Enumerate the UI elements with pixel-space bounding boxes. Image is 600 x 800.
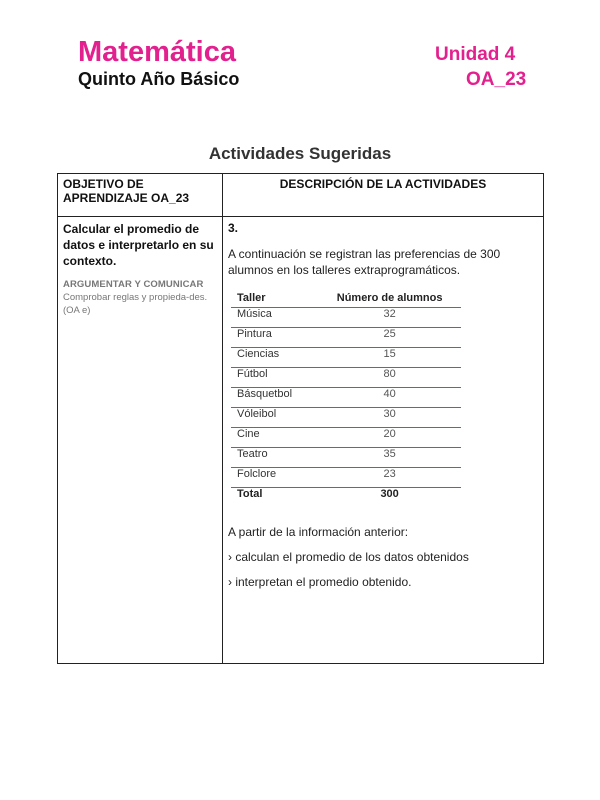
workshop-count: 80 <box>312 368 461 388</box>
skill-text: Comprobar reglas y propieda-des. (OA e) <box>63 292 208 316</box>
workshop-count: 25 <box>312 328 461 348</box>
workshop-name: Teatro <box>231 448 312 468</box>
workshop-count: 23 <box>312 468 461 488</box>
description-column-header: DESCRIPCIÓN DE LA ACTIVIDADES <box>223 174 544 217</box>
workshop-total-row <box>231 488 461 508</box>
skill-title: ARGUMENTAR Y COMUNICAR <box>63 279 204 290</box>
workshop-count: 32 <box>312 308 461 328</box>
workshop-name: Básquetbol <box>231 388 312 408</box>
workshop-count: 20 <box>312 428 461 448</box>
table-row <box>231 388 461 408</box>
workshop-name: Cine <box>231 428 312 448</box>
grade-level: Quinto Año Básico <box>78 69 240 89</box>
workshop-count: 35 <box>312 448 461 468</box>
objective-cell <box>58 217 223 664</box>
table-row <box>231 348 461 368</box>
workshop-name: Folclore <box>231 468 312 488</box>
section-title: Actividades Sugeridas <box>208 144 392 163</box>
table-row <box>231 408 461 428</box>
activities-table-body-row <box>58 217 544 664</box>
workshop-total-value: 300 <box>380 488 399 500</box>
table-row <box>231 308 461 328</box>
activity-intro: A continuación se registran las preferencias de 300 alumnos en los talleres extraprogramáticos. <box>228 247 501 277</box>
workshop-name: Pintura <box>231 328 312 348</box>
workshop-count: 15 <box>312 348 461 368</box>
table-row <box>231 448 461 468</box>
workshop-total-label: Total <box>237 488 263 500</box>
objective-column-header: OBJETIVO DE APRENDIZAJE OA_23 <box>58 174 223 217</box>
workshop-count: 40 <box>312 388 461 408</box>
after-text: A partir de la información anterior: <box>228 525 409 539</box>
workshop-name: Fútbol <box>231 368 312 388</box>
bullet-item: › calculan el promedio de los datos obtenidos <box>228 550 469 564</box>
table-row <box>231 368 461 388</box>
bullet-item: › interpretan el promedio obtenido. <box>228 575 412 589</box>
activity-number: 3. <box>228 221 239 235</box>
activities-table <box>57 173 544 664</box>
oa-code: OA_23 <box>466 69 527 90</box>
workshop-count: 30 <box>312 408 461 428</box>
workshop-name: Música <box>231 308 312 328</box>
workshop-name: Ciencias <box>231 348 312 368</box>
activities-table-header-row <box>58 174 544 217</box>
table-row <box>231 468 461 488</box>
workshop-header-taller: Taller <box>231 288 312 308</box>
description-cell <box>223 217 544 664</box>
objective-text: Calcular el promedio de datos e interpretarlo en su contexto. <box>63 222 214 268</box>
table-row <box>231 328 461 348</box>
table-row <box>231 428 461 448</box>
workshop-table-header <box>231 288 461 308</box>
unit-label: Unidad 4 <box>435 44 516 65</box>
workshop-header-alumnos: Número de alumnos <box>312 288 461 308</box>
workshop-table <box>231 288 461 507</box>
subject-title: Matemática <box>78 36 236 68</box>
workshop-name: Vóleibol <box>231 408 312 428</box>
